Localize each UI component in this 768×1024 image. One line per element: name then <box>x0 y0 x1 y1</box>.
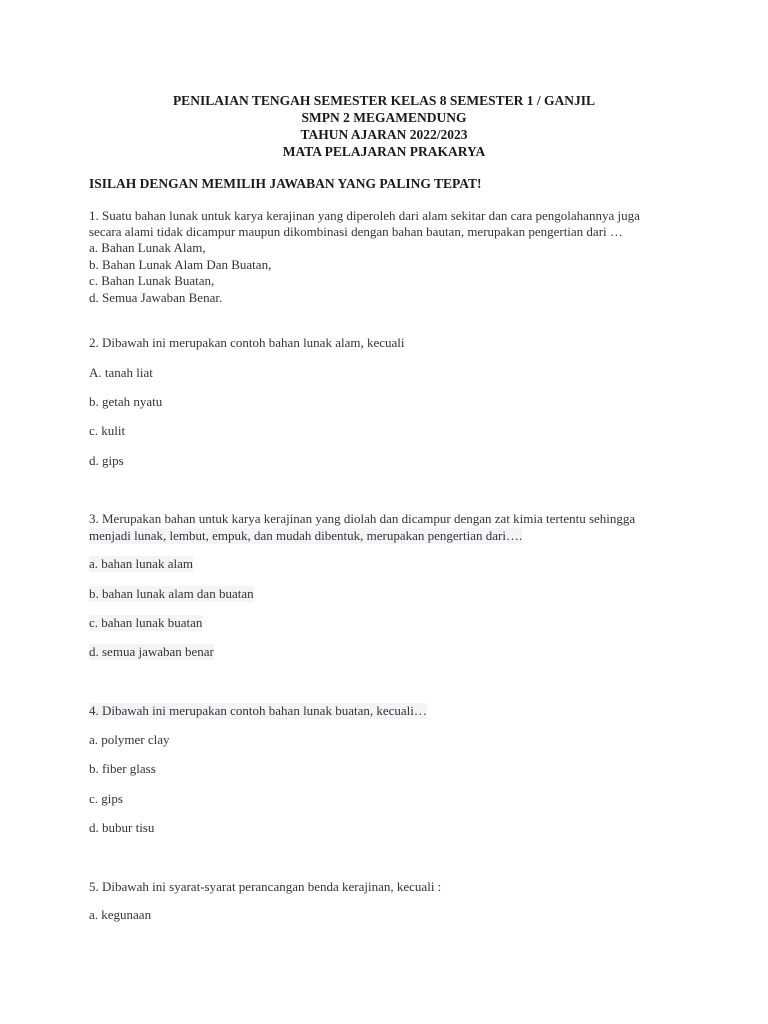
header-year: TAHUN AJARAN 2022/2023 <box>300 127 468 142</box>
question-1-option-b: b. Bahan Lunak Alam Dan Buatan, <box>89 257 272 272</box>
question-3-option-a: a. bahan lunak alam <box>89 556 193 571</box>
question-3-option-b: b. bahan lunak alam dan buatan <box>89 586 254 601</box>
question-2-line-1: 2. Dibawah ini merupakan contoh bahan lunak alam, kecuali <box>89 335 405 350</box>
question-3-line-2: menjadi lunak, lembut, empuk, dan mudah dibentuk, merupakan pengertian dari…. <box>89 528 523 543</box>
document-header <box>0 92 768 160</box>
question-5-option-a: a. kegunaan <box>89 907 152 922</box>
question-4-option-b: b. fiber glass <box>89 761 156 776</box>
question-4-line-1: 4. Dibawah ini merupakan contoh bahan lunak buatan, kecuali… <box>89 703 427 718</box>
question-1-option-c: c. Bahan Lunak Buatan, <box>89 273 215 288</box>
question-1-line-2: secara alami tidak dicampur maupun dikombinasi dengan bahan bautan, merupakan pengertian dari … <box>89 224 623 239</box>
question-1-option-d: d. Semua Jawaban Benar. <box>89 290 223 305</box>
question-3-line-1: 3. Merupakan bahan untuk karya kerajinan yang diolah dan dicampur dengan zat kimia tertentu sehingga <box>89 511 636 526</box>
question-4-option-c: c. gips <box>89 791 123 806</box>
question-1-line-1: 1. Suatu bahan lunak untuk karya kerajinan yang diperoleh dari alam sekitar dan cara pengolahannya juga <box>89 208 640 223</box>
question-2-option-a: A. tanah liat <box>89 365 153 380</box>
header-title: PENILAIAN TENGAH SEMESTER KELAS 8 SEMESTER 1 / GANJIL <box>172 93 596 108</box>
question-4-option-a: a. polymer clay <box>89 732 170 747</box>
header-school: SMPN 2 MEGAMENDUNG <box>301 110 467 125</box>
question-3-option-d: d. semua jawaban benar <box>89 644 214 659</box>
header-subject: MATA PELAJARAN PRAKARYA <box>282 144 486 159</box>
question-2-option-d: d. gips <box>89 453 124 468</box>
question-5-line-1: 5. Dibawah ini syarat-syarat perancangan benda kerajinan, kecuali : <box>89 879 442 894</box>
question-2-option-c: c. kulit <box>89 423 126 438</box>
instruction: ISILAH DENGAN MEMILIH JAWABAN YANG PALING TEPAT! <box>89 176 482 191</box>
question-4-option-d: d. bubur tisu <box>89 820 155 835</box>
question-1-option-a: a. Bahan Lunak Alam, <box>89 240 206 255</box>
question-2-option-b: b. getah nyatu <box>89 394 163 409</box>
question-3-option-c: c. bahan lunak buatan <box>89 615 203 630</box>
